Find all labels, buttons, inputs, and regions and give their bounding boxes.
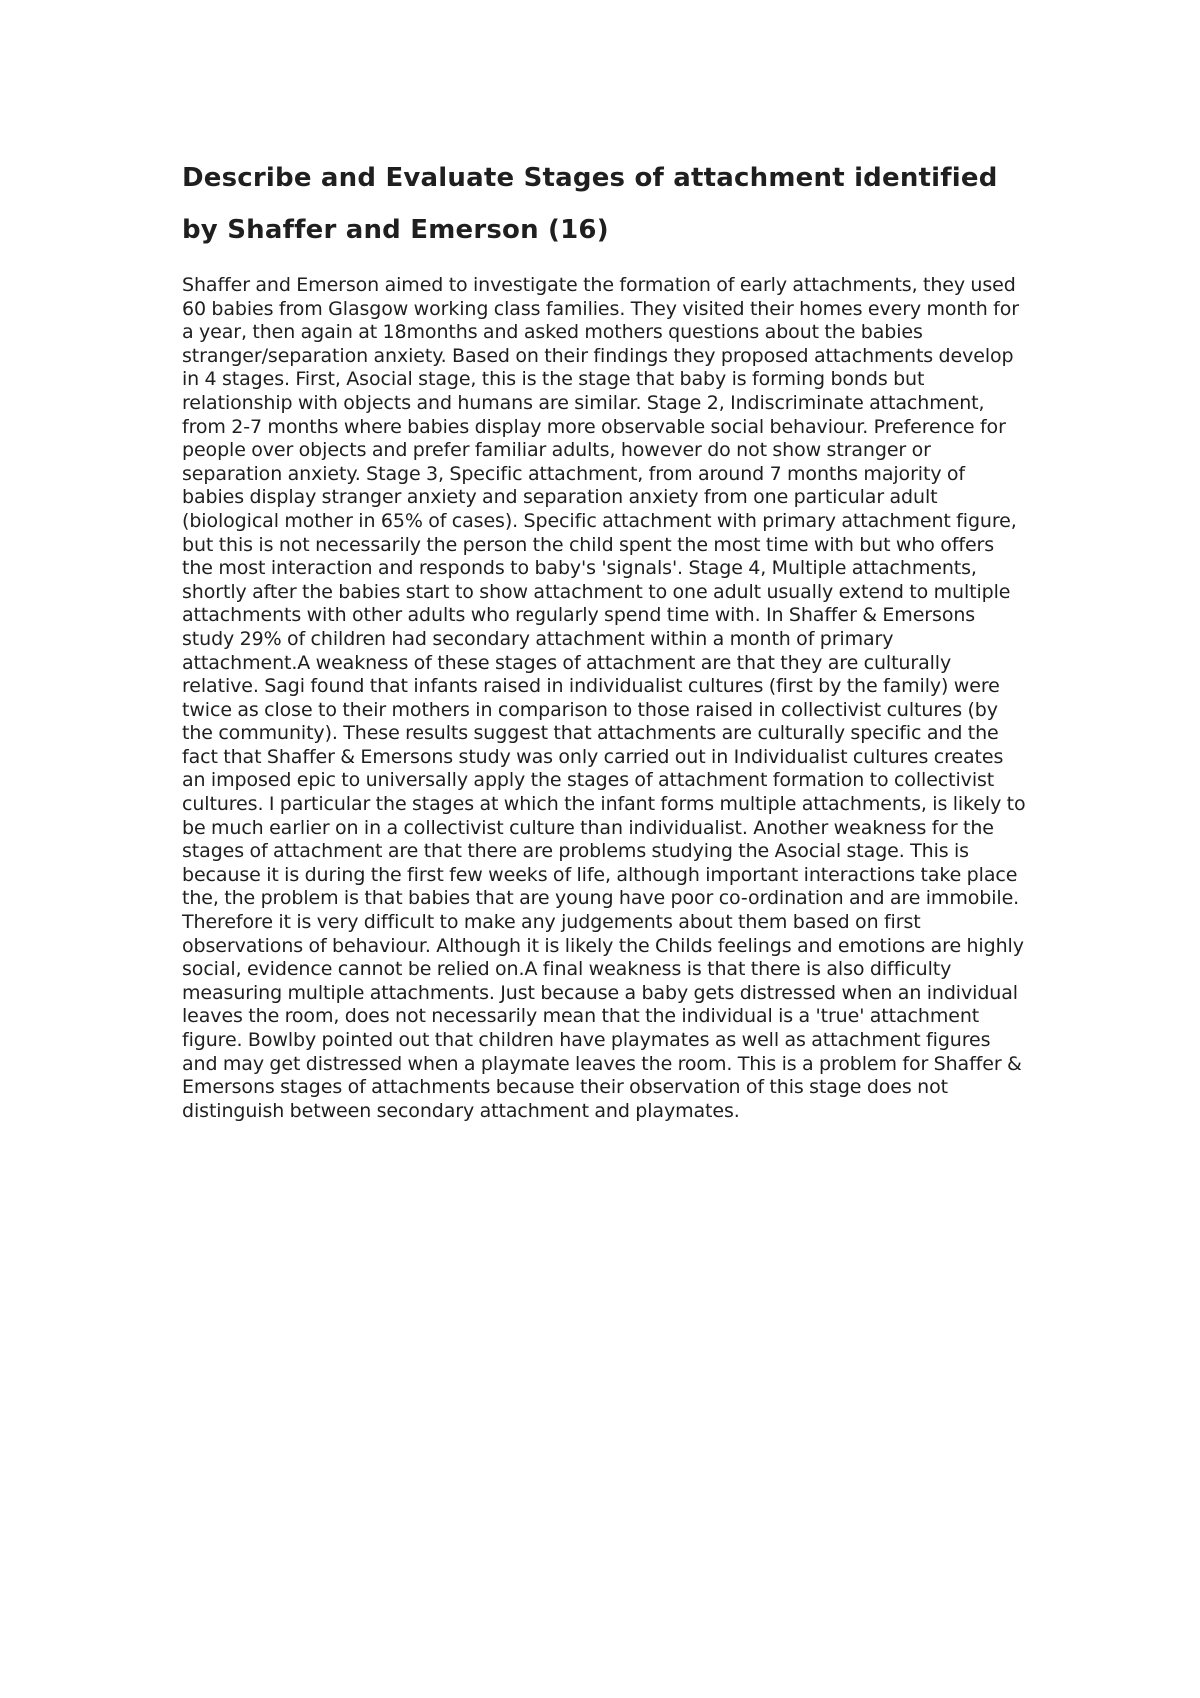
document-title: Describe and Evaluate Stages of attachment identified by Shaffer and Emerson (16) (182, 163, 998, 245)
document-content (182, 152, 1027, 1123)
document-body: Shaffer and Emerson aimed to investigate the formation of early attachments, they used 60 babies from Glasgow working class families. They visited their homes every month for a year, then again at 18months and asked mothers questions about the babies stranger/separation anxiety. Based on their findings they proposed attachments develop in 4 stages. First, Asocial stage, this is the stage that baby is forming bonds but relationship with objects and humans are similar. Stage 2, Indiscriminate attachment, from 2-7 months where babies display more observable social behaviour. Preference for people over objects and prefer familiar adults, however do not show stranger or separation anxiety. Stage 3, Specific attachment, from around 7 months majority of babies display stranger anxiety and separation anxiety from one particular adult (biological mother in 65% of cases). Specific attachment with primary attachment figure, but this is not necessarily the person the child spent the most time with but who offers the most interaction and responds to baby's 'signals'. Stage 4, Multiple attachments, shortly after the babies start to show attachment to one adult usually extend to multiple attachments with other adults who regularly spend time with. In Shaffer & Emersons study 29% of children had secondary attachment within a month of primary attachment.A weakness of these stages of attachment are that they are culturally relative. Sagi found that infants raised in individualist cultures (first by the family) were twice as close to their mothers in comparison to those raised in collectivist cultures (by the community). These results suggest that attachments are culturally specific and the fact that Shaffer & Emersons study was only carried out in Individualist cultures creates an imposed epic to universally apply the stages of attachment formation to collectivist cultures. I particular the stages at which the infant forms multiple attachments, is likely to be much earlier on in a collectivist culture than individualist. Another weakness for the stages of attachment are that there are problems studying the Asocial stage. This is because it is during the first few weeks of life, although important interactions take place the, the problem is that babies that are young have poor co-ordination and are immobile. Therefore it is very difficult to make any judgements about them based on first observations of behaviour. Although it is likely the Childs feelings and emotions are highly social, evidence cannot be relied on.A final weakness is that there is also difficulty measuring multiple attachments. Just because a baby gets distressed when an individual leaves the room, does not necessarily mean that the individual is a 'true' attachment figure. Bowlby pointed out that children have playmates as well as attachment figures and may get distressed when a playmate leaves the room. This is a problem for Shaffer & Emersons stages of attachments because their observation of this stage does not distinguish between secondary attachment and playmates. (182, 274, 1026, 1122)
